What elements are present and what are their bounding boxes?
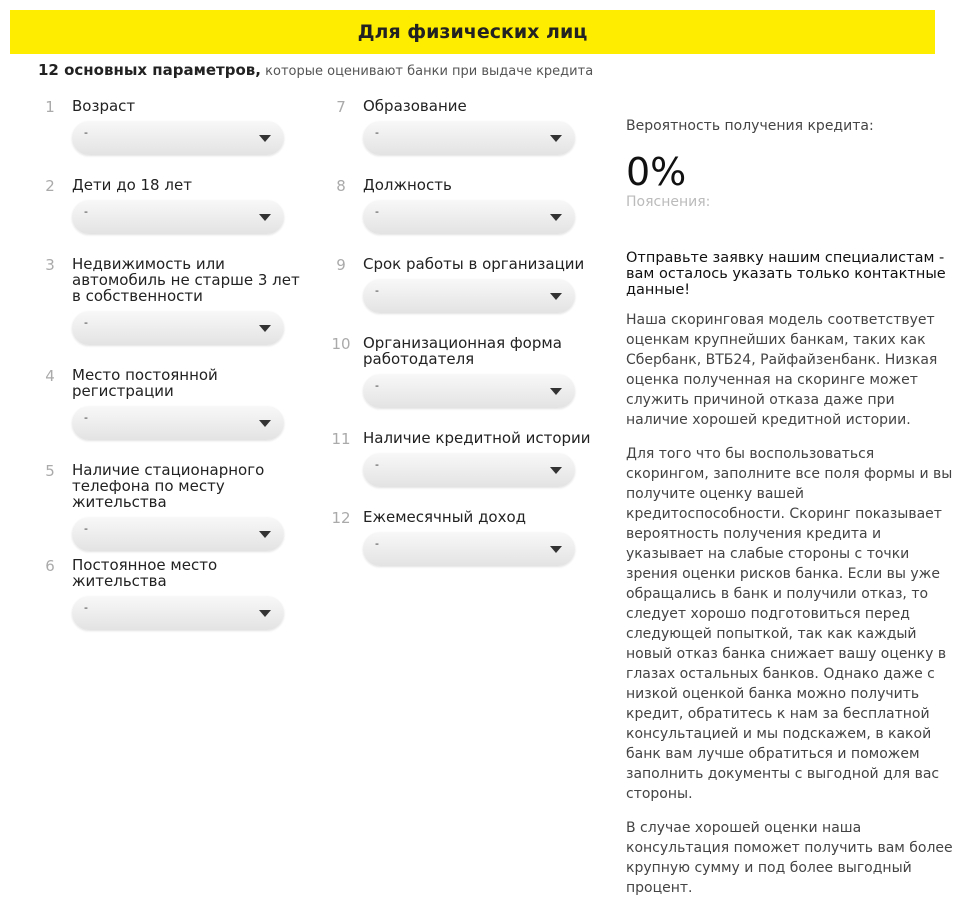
field-education (331, 98, 601, 177)
select-value: - (84, 411, 88, 424)
field-label: Дети до 18 лет (72, 176, 192, 194)
select-value: - (375, 537, 379, 550)
select-value: - (375, 205, 379, 218)
field-label: Наличие кредитной истории (363, 429, 591, 447)
select-value: - (84, 316, 88, 329)
property-select[interactable] (72, 311, 284, 345)
explanation-label: Пояснения: (626, 194, 711, 210)
field-position (331, 177, 601, 256)
field-work-tenure (331, 256, 601, 335)
residence-select[interactable] (72, 596, 284, 630)
chevron-down-icon (550, 546, 562, 553)
chevron-down-icon (550, 293, 562, 300)
info-paragraph: Наша скоринговая модель соответствует оценкам крупнейших банкам, таких как Сбербанк, ВТБ24, Райфайзенбанк. Низкая оценка полученная на скоринге может служить причиной отказа даже при наличие хорошей кредитной истории. (626, 312, 938, 428)
field-label: Постоянное место жительства (72, 556, 218, 590)
chevron-down-icon (550, 467, 562, 474)
field-label: Возраст (72, 97, 136, 115)
credit-history-select[interactable] (363, 453, 575, 487)
children-select[interactable] (72, 200, 284, 234)
probability-value: 0% (626, 150, 687, 194)
position-select[interactable] (363, 200, 575, 234)
field-registration (40, 367, 310, 462)
chevron-down-icon (259, 135, 271, 142)
field-label: Наличие стационарного телефона по месту жительства (72, 461, 265, 511)
field-residence (40, 557, 310, 636)
select-value: - (375, 458, 379, 471)
field-label: Должность (363, 176, 452, 194)
chevron-down-icon (259, 531, 271, 538)
chevron-down-icon (259, 214, 271, 221)
page-title-banner (10, 10, 935, 54)
field-number: 9 (336, 256, 346, 274)
chevron-down-icon (550, 135, 562, 142)
info-paragraph: Для того что бы воспользоваться скорингом, заполните все поля формы и вы получите оценку вашей кредитоспособности. Скоринг показывает вероятность получения кредита и указывает на слабые стороны с точки зрения оценки рисков банка. Если вы уже обращались в банк и получили отказ, то следует хорошо подготовиться перед следующей попыткой, так как каждый новый отказ банка снижает вашу оценку в глазах остальных банков. Однако даже с низкой оценкой банка можно получить кредит, обратитесь к нам за бесплатной консультацией и мы подскажем, в какой банк вам лучше обратиться и поможем заполнить документы с выгодной для вас стороны. (626, 446, 953, 802)
field-label: Срок работы в организации (363, 255, 585, 273)
field-number: 3 (45, 256, 55, 274)
form-column-left (40, 98, 310, 636)
field-number: 10 (331, 335, 351, 353)
form-column-middle (331, 98, 601, 588)
chevron-down-icon (550, 214, 562, 221)
select-value: - (375, 379, 379, 392)
cta-text: Отправьте заявку нашим специалистам - вам осталось указать только контактные данные! (626, 250, 946, 298)
field-number: 4 (45, 367, 55, 385)
select-value: - (84, 126, 88, 139)
select-value: - (375, 284, 379, 297)
subtitle-rest: которые оценивают банки при выдаче кредита (261, 64, 594, 79)
landline-select[interactable] (72, 517, 284, 551)
field-employer-form (331, 335, 601, 430)
field-label: Место постоянной регистрации (72, 366, 218, 400)
field-number: 1 (45, 98, 55, 116)
field-label: Организационная форма работодателя (363, 334, 562, 368)
field-property (40, 256, 310, 367)
subtitle-bold: 12 основных параметров, (38, 61, 261, 79)
field-label: Ежемесячный доход (363, 508, 527, 526)
select-value: - (375, 126, 379, 139)
field-monthly-income (331, 509, 601, 588)
work-tenure-select[interactable] (363, 279, 575, 313)
field-number: 6 (45, 557, 55, 575)
select-value: - (84, 205, 88, 218)
field-number: 8 (336, 177, 346, 195)
field-landline (40, 462, 310, 557)
education-select[interactable] (363, 121, 575, 155)
page-title: Для физических лиц (357, 21, 588, 43)
employer-form-select[interactable] (363, 374, 575, 408)
field-label: Образование (363, 97, 467, 115)
info-paragraph: В случае хорошей оценки наша консультация поможет получить вам более крупную сумму и под более выгодный процент. (626, 820, 953, 896)
age-select[interactable] (72, 121, 284, 155)
field-credit-history (331, 430, 601, 509)
probability-label: Вероятность получения кредита: (626, 118, 874, 134)
field-age (40, 98, 310, 177)
chevron-down-icon (550, 388, 562, 395)
subtitle (38, 61, 593, 79)
field-children (40, 177, 310, 256)
field-number: 7 (336, 98, 346, 116)
select-value: - (84, 522, 88, 535)
chevron-down-icon (259, 420, 271, 427)
chevron-down-icon (259, 325, 271, 332)
field-number: 5 (45, 462, 55, 480)
select-value: - (84, 601, 88, 614)
chevron-down-icon (259, 610, 271, 617)
registration-select[interactable] (72, 406, 284, 440)
result-panel (626, 118, 956, 898)
field-number: 11 (331, 430, 351, 448)
field-number: 2 (45, 177, 55, 195)
field-label: Недвижимость или автомобиль не старше 3 лет в собственности (72, 255, 300, 305)
field-number: 12 (331, 509, 351, 527)
monthly-income-select[interactable] (363, 532, 575, 566)
